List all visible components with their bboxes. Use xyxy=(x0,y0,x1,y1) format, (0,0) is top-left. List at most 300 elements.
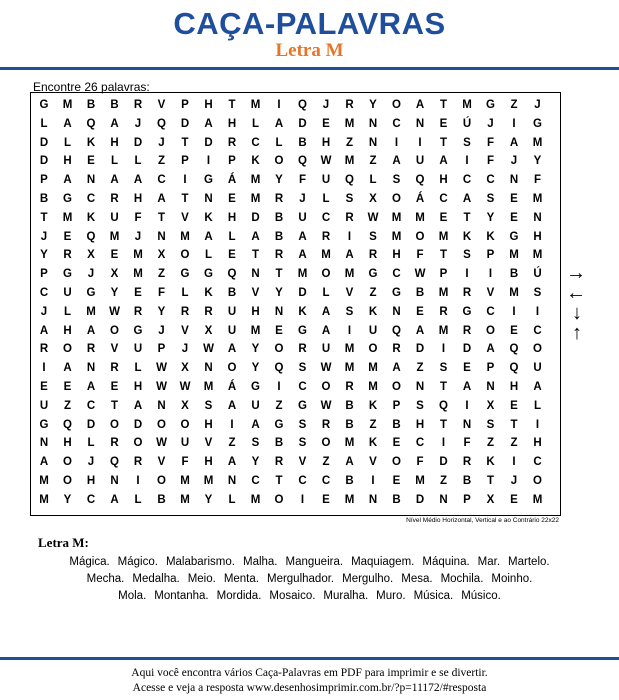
grid-letter: I xyxy=(465,399,469,412)
word-item: Meio. xyxy=(187,573,216,585)
grid-letter: F xyxy=(181,456,189,469)
footer-line-2: Acesse e veja a resposta www.desenhosimprimir.com.br/?p=11172/#resposta xyxy=(132,682,487,694)
grid-letter: P xyxy=(181,99,189,111)
grid-letter: U xyxy=(227,324,237,337)
grid-letter: E xyxy=(228,193,236,205)
grid-letter: I xyxy=(183,174,187,187)
grid-letter: U xyxy=(321,343,331,356)
grid-letter: E xyxy=(110,381,119,393)
grid-letter: C xyxy=(392,268,401,281)
grid-letter: T xyxy=(463,211,471,224)
grid-letter: Z xyxy=(439,475,448,487)
grid-letter: C xyxy=(439,193,448,205)
grid-letter: C xyxy=(486,305,495,318)
grid-letter: M xyxy=(415,211,425,224)
grid-letter: A xyxy=(274,117,284,130)
footer-line-1: Aqui você encontra vários Caça-Palavras em PDF para imprimir e se divertir. xyxy=(131,667,488,679)
grid-letter: U xyxy=(227,305,237,318)
grid-letter: R xyxy=(321,230,331,243)
grid-letter: L xyxy=(134,155,142,168)
grid-letter: R xyxy=(345,211,354,224)
grid-letter: T xyxy=(251,249,260,262)
grid-letter: M xyxy=(180,493,190,506)
grid-letter: R xyxy=(133,456,143,469)
word-item: Mordida. xyxy=(216,590,262,602)
grid-letter: B xyxy=(415,287,425,299)
grid-letter: D xyxy=(39,136,49,149)
grid-letter: E xyxy=(510,193,518,205)
grid-letter: I xyxy=(465,268,469,281)
grid-letter: R xyxy=(110,193,119,205)
word-item: Mola. xyxy=(118,590,147,602)
grid-letter: I xyxy=(277,381,281,393)
grid-letter: Q xyxy=(509,343,519,356)
grid-letter: H xyxy=(86,475,96,487)
grid-letter: R xyxy=(462,324,472,337)
grid-letter: Y xyxy=(40,249,48,262)
grid-letter: G xyxy=(533,117,542,130)
grid-letter: S xyxy=(204,399,213,412)
grid-letter: R xyxy=(462,287,472,299)
grid-letter: H xyxy=(415,418,425,431)
grid-letter: P xyxy=(40,268,48,281)
grid-letter: H xyxy=(251,305,260,318)
grid-letter: C xyxy=(251,136,260,149)
grid-letter: V xyxy=(181,211,189,224)
grid-letter: A xyxy=(110,117,119,130)
word-item: Mecha. xyxy=(86,573,125,585)
word-item: Mergulhador. xyxy=(266,573,335,585)
grid-letter: A xyxy=(110,493,119,506)
grid-letter: A xyxy=(39,456,49,469)
word-item: Martelo. xyxy=(508,556,550,568)
grid-letter: M xyxy=(344,155,355,168)
grid-letter: E xyxy=(87,155,95,168)
grid-letter: A xyxy=(533,381,542,393)
grid-letter: M xyxy=(532,249,543,262)
grid-letter: O xyxy=(274,155,284,168)
grid-letter: T xyxy=(486,475,495,487)
grid-letter: E xyxy=(134,287,142,299)
arrow-up-icon: ↑ xyxy=(572,322,582,344)
grid-letter: O xyxy=(274,343,284,356)
grid-letter: C xyxy=(251,475,260,487)
grid-letter: B xyxy=(110,99,119,111)
grid-letter: I xyxy=(206,155,211,168)
grid-letter: M xyxy=(532,193,543,205)
grid-letter: C xyxy=(298,381,307,393)
grid-letter: A xyxy=(63,174,72,187)
grid-letter: J xyxy=(134,230,142,243)
grid-letter: D xyxy=(415,493,425,506)
grid-letter: D xyxy=(39,155,49,168)
grid-letter: E xyxy=(416,305,424,318)
grid-letter: X xyxy=(486,399,495,412)
grid-letter: G xyxy=(63,268,72,281)
grid-letter: D xyxy=(204,136,213,149)
grid-letter: B xyxy=(392,493,401,506)
grid-letter: S xyxy=(486,418,495,431)
grid-letter: M xyxy=(438,324,449,337)
grid-letter: M xyxy=(532,136,543,149)
grid-letter: N xyxy=(251,268,260,281)
grid-letter: P xyxy=(486,362,495,375)
grid-letter: N xyxy=(368,117,378,130)
grid-letter: L xyxy=(40,117,48,130)
word-item: Malabarismo. xyxy=(165,556,235,568)
grid-letter: H xyxy=(439,174,448,187)
grid-letter: M xyxy=(180,230,190,243)
grid-letter: T xyxy=(181,193,189,205)
grid-letter: X xyxy=(157,249,166,262)
grid-letter: J xyxy=(40,305,48,318)
grid-letter: T xyxy=(510,418,518,431)
grid-letter: D xyxy=(298,117,307,130)
grid-letter: M xyxy=(86,305,96,318)
grid-letter: C xyxy=(321,475,331,487)
grid-letter: E xyxy=(228,249,236,262)
grid-letter: Y xyxy=(251,362,260,375)
grid-letter: X xyxy=(110,268,119,281)
grid-letter: R xyxy=(462,456,472,469)
grid-letter: D xyxy=(251,211,260,224)
grid-letter: G xyxy=(509,230,519,243)
grid-letter: Y xyxy=(369,99,377,111)
grid-letter: S xyxy=(298,362,307,375)
grid-letter: D xyxy=(133,418,143,431)
grid-letter: Q xyxy=(274,362,284,375)
grid-letter: N xyxy=(157,399,166,412)
grid-letter: M xyxy=(39,475,49,487)
grid-letter: O xyxy=(392,193,401,205)
grid-letter: A xyxy=(110,174,119,187)
grid-letter: R xyxy=(345,99,354,111)
word-item: Mochila. xyxy=(440,573,484,585)
grid-letter: S xyxy=(463,136,471,149)
grid-letter: N xyxy=(86,174,96,187)
grid-letter: W xyxy=(109,305,120,318)
grid-letter: N xyxy=(509,174,519,187)
grid-letter: K xyxy=(368,399,378,412)
grid-letter: A xyxy=(321,305,331,318)
grid-letter: N xyxy=(274,305,284,318)
grid-letter: P xyxy=(486,249,495,262)
arrow-left-icon: ← xyxy=(566,282,586,304)
grid-letter: E xyxy=(463,362,471,375)
grid-letter: E xyxy=(322,493,330,506)
grid-letter: W xyxy=(156,381,167,393)
grid-letter: B xyxy=(274,437,284,450)
grid-letter: J xyxy=(158,324,165,337)
grid-letter: A xyxy=(133,399,143,412)
grid-letter: J xyxy=(322,99,330,111)
grid-letter: F xyxy=(486,155,495,168)
word-item: Mágico. xyxy=(117,556,158,568)
grid-letter: T xyxy=(181,136,189,149)
grid-letter: A xyxy=(345,249,354,262)
grid-letter: H xyxy=(133,193,143,205)
grid-letter: E xyxy=(63,381,72,393)
grid-letter: V xyxy=(204,437,213,450)
grid-letter: S xyxy=(345,305,354,318)
grid-letter: R xyxy=(110,362,119,375)
grid-letter: X xyxy=(87,249,95,262)
grid-letter: J xyxy=(181,343,189,356)
grid-letter: N xyxy=(157,230,166,243)
grid-letter: B xyxy=(298,136,307,149)
grid-letter: A xyxy=(227,343,237,356)
grid-letter: A xyxy=(321,324,331,337)
grid-letter: Z xyxy=(63,399,72,412)
grid-letter: Y xyxy=(251,456,260,469)
grid-letter: M xyxy=(344,437,355,450)
grid-letter: G xyxy=(86,287,96,299)
grid-letter: Y xyxy=(157,305,166,318)
grid-letter: E xyxy=(510,211,518,224)
grid-letter: A xyxy=(39,324,49,337)
grid-letter: B xyxy=(345,418,354,431)
grid-letter: G xyxy=(204,268,213,281)
grid-letter: I xyxy=(441,343,446,356)
grid-letter: V xyxy=(345,287,354,299)
grid-letter: M xyxy=(109,230,120,243)
grid-letter: Á xyxy=(227,381,237,393)
grid-letter: J xyxy=(87,268,95,281)
grid-letter: D xyxy=(86,418,96,431)
grid-letter: O xyxy=(486,324,495,337)
grid-letter: H xyxy=(133,381,143,393)
word-item: Mar. xyxy=(477,556,501,568)
grid-letter: Ú xyxy=(462,117,472,130)
arrow-down-icon: ↓ xyxy=(572,302,582,324)
grid-letter: C xyxy=(298,475,307,487)
grid-letter: Z xyxy=(275,399,283,412)
grid-letter: L xyxy=(251,117,260,130)
grid-letter: Z xyxy=(157,268,166,281)
grid-letter: O xyxy=(321,437,331,450)
grid-letter: G xyxy=(462,305,472,318)
grid-letter: R xyxy=(39,343,49,356)
grid-letter: U xyxy=(180,437,190,450)
grid-letter: B xyxy=(227,287,237,299)
grid-letter: S xyxy=(369,230,377,243)
word-item: Montanha. xyxy=(154,590,209,602)
grid-letter: F xyxy=(416,456,424,469)
grid-letter: H xyxy=(204,418,213,431)
grid-letter: M xyxy=(344,117,355,130)
grid-letter: U xyxy=(133,343,143,356)
grid-letter: I xyxy=(512,117,516,130)
page-subtitle: Letra M xyxy=(275,40,344,61)
grid-letter: V xyxy=(486,287,495,299)
grid-letter: J xyxy=(510,155,518,168)
word-item: Medalha. xyxy=(132,573,180,585)
grid-letter: J xyxy=(158,136,165,149)
grid-letter: R xyxy=(439,305,448,318)
grid-letter: M xyxy=(344,268,355,281)
grid-letter: C xyxy=(486,174,495,187)
word-item: Mangueira. xyxy=(285,556,344,568)
grid-letter: Q xyxy=(86,230,96,243)
grid-letter: M xyxy=(368,362,378,375)
grid-letter: O xyxy=(392,99,401,111)
grid-letter: A xyxy=(298,230,307,243)
grid-letter: I xyxy=(42,362,46,375)
grid-letter: U xyxy=(110,211,119,224)
word-item: Mesa. xyxy=(401,573,433,585)
grid-letter: F xyxy=(533,174,542,187)
grid-letter: O xyxy=(180,249,190,262)
grid-letter: M xyxy=(344,343,355,356)
grid-letter: J xyxy=(134,117,142,130)
grid-letter: K xyxy=(204,211,213,224)
grid-letter: T xyxy=(439,381,448,393)
grid-letter: P xyxy=(439,268,448,281)
grid-letter: W xyxy=(320,362,332,375)
grid-letter: I xyxy=(465,155,469,168)
grid-letter: R xyxy=(298,343,307,356)
grid-letter: Y xyxy=(275,287,283,299)
grid-letter: R xyxy=(110,437,119,450)
grid-letter: C xyxy=(392,117,401,130)
grid-letter: T xyxy=(228,99,236,111)
grid-letter: O xyxy=(227,362,237,375)
grid-letter: B xyxy=(86,99,96,111)
grid-letter: C xyxy=(415,437,425,450)
grid-letter: Z xyxy=(369,287,377,299)
grid-letter: C xyxy=(533,324,542,337)
grid-letter: B xyxy=(39,193,49,205)
grid-letter: M xyxy=(368,381,378,393)
grid-letter: Z xyxy=(486,437,495,450)
grid-letter: C xyxy=(86,493,96,506)
grid-letter: W xyxy=(156,437,167,450)
grid-letter: R xyxy=(368,249,378,262)
grid-letter: N xyxy=(462,418,472,431)
grid-letter: T xyxy=(275,475,283,487)
grid-letter: U xyxy=(39,399,49,412)
grid-letter: Y xyxy=(110,287,119,299)
grid-letter: F xyxy=(486,136,495,149)
grid-letter: O xyxy=(368,343,378,356)
grid-letter: O xyxy=(110,324,119,337)
grid-letter: V xyxy=(181,324,189,337)
grid-letter: K xyxy=(368,437,378,450)
word-search-grid xyxy=(30,92,561,516)
grid-letter: Z xyxy=(510,437,518,450)
grid-letter: M xyxy=(250,174,261,187)
grid-letter: A xyxy=(86,381,96,393)
grid-letter: Z xyxy=(322,456,330,469)
grid-letter: N xyxy=(227,475,237,487)
word-item: Muro. xyxy=(376,590,406,602)
word-list-line-1 xyxy=(0,556,619,568)
grid-letter: U xyxy=(368,324,378,337)
grid-letter: E xyxy=(40,381,48,393)
word-list-line-2 xyxy=(0,573,619,585)
grid-letter: W xyxy=(367,211,379,224)
grid-letter: D xyxy=(180,117,190,130)
grid-letter: H xyxy=(392,249,401,262)
grid-letter: L xyxy=(134,493,142,506)
grid-letter: M xyxy=(438,230,449,243)
grid-letter: Z xyxy=(510,99,518,111)
grid-letter: A xyxy=(133,174,143,187)
grid-letter: S xyxy=(463,249,471,262)
grid-letter: Y xyxy=(486,211,495,224)
grid-letter: S xyxy=(416,399,424,412)
grid-letter: A xyxy=(415,99,425,111)
grid-letter: X xyxy=(181,399,189,412)
grid-letter: W xyxy=(179,381,191,393)
grid-letter: E xyxy=(392,437,401,450)
grid-letter: S xyxy=(345,193,354,205)
grid-letter: K xyxy=(462,230,472,243)
grid-letter: I xyxy=(512,305,516,318)
grid-letter: X xyxy=(369,193,377,205)
grid-letter: S xyxy=(298,437,307,450)
bottom-divider xyxy=(0,657,619,660)
grid-letter: E xyxy=(392,475,401,487)
grid-letter: C xyxy=(462,174,472,187)
grid-letter: I xyxy=(230,418,234,431)
grid-letter: L xyxy=(63,305,72,318)
grid-letter: A xyxy=(462,193,472,205)
grid-letter: P xyxy=(181,155,189,168)
grid-letter: H xyxy=(321,136,331,149)
grid-letter: Q xyxy=(157,117,166,130)
page-title: CAÇA-PALAVRAS xyxy=(173,6,446,41)
grid-letter: Y xyxy=(63,493,72,506)
grid-letter: H xyxy=(63,437,72,450)
grid-letter: M xyxy=(532,493,543,506)
grid-letter: Y xyxy=(251,343,260,356)
grid-letter: I xyxy=(512,456,516,469)
grid-letter: I xyxy=(441,437,446,450)
grid-letter: O xyxy=(180,418,190,431)
grid-letter: G xyxy=(298,399,307,412)
grid-letter: I xyxy=(136,475,140,487)
grid-letter: O xyxy=(274,493,284,506)
grid-letter: G xyxy=(368,268,378,281)
word-item: Mágica. xyxy=(69,556,110,568)
grid-letter: J xyxy=(487,117,494,130)
grid-letter: H xyxy=(533,437,542,450)
grid-letter: K xyxy=(86,211,96,224)
grid-letter: U xyxy=(533,362,542,375)
grid-letter: Q xyxy=(298,155,307,168)
grid-letter: R xyxy=(180,305,190,318)
grid-letter: W xyxy=(320,399,332,412)
grid-letter: L xyxy=(275,136,283,149)
grid-letter: H xyxy=(110,136,119,149)
grid-letter: F xyxy=(298,174,307,187)
grid-letter: O xyxy=(63,343,72,356)
grid-letter: Q xyxy=(439,399,448,412)
grid-letter: K xyxy=(368,305,378,318)
grid-letter: O xyxy=(392,456,401,469)
grid-letter: R xyxy=(345,381,354,393)
grid-letter: P xyxy=(463,493,471,506)
grid-letter: O xyxy=(321,268,331,281)
grid-letter: M xyxy=(203,475,214,487)
grid-letter: L xyxy=(322,193,330,205)
grid-letter: Q xyxy=(110,456,119,469)
grid-letter: V xyxy=(157,456,166,469)
grid-letter: A xyxy=(509,136,519,149)
grid-letter: Q xyxy=(509,362,519,375)
grid-letter: L xyxy=(204,249,213,262)
